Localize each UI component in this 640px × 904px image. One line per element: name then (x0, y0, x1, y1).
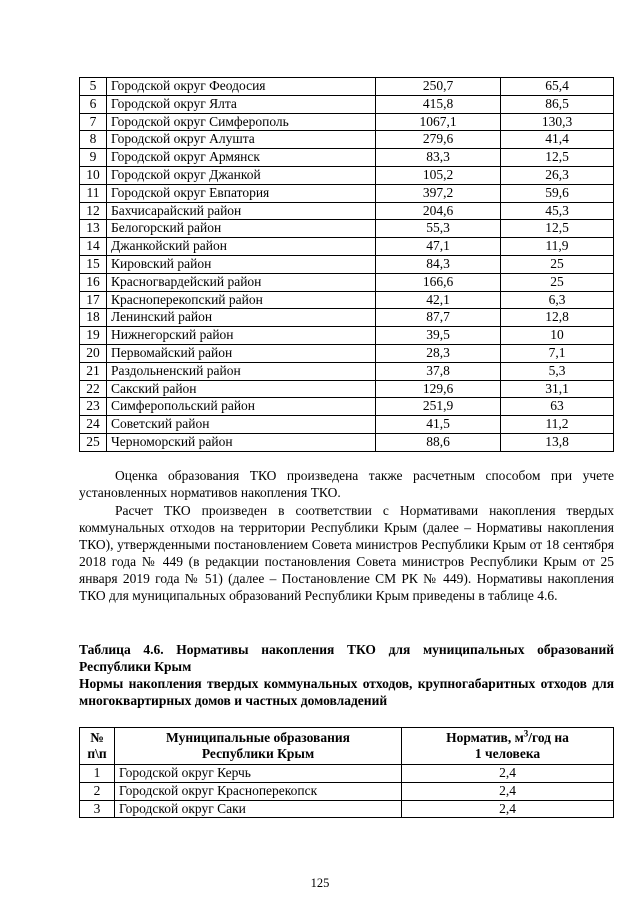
row-number: 18 (80, 309, 107, 327)
table-row (80, 416, 614, 434)
norm-value: 2,4 (402, 765, 614, 783)
value-col-4: 12,5 (501, 149, 614, 167)
table-row (80, 166, 614, 184)
municipality-name: Советский район (107, 416, 376, 434)
value-col-3: 105,2 (376, 166, 501, 184)
table-row (80, 291, 614, 309)
value-col-4: 25 (501, 273, 614, 291)
paragraph-calculation-basis: Расчет ТКО произведен в соответствии с Нормативами накопления твердых коммунальных отходов на территории Республики Крым (далее – Нормативы накопления ТКО), утвержденными постановлением Совета министров Республики Крым от 18 сентября 2018 года № 449 (в редакции постановления Совета министров Республики Крым от 25 января 2019 года № 51) (далее – Постановление СМ РК № 449). Нормативы накопления ТКО для муниципальных образований Республики Крым приведены в таблице 4.6. (79, 503, 614, 603)
value-col-3: 28,3 (376, 344, 501, 362)
row-number: 1 (80, 765, 115, 783)
value-col-4: 65,4 (501, 78, 614, 96)
table-row (80, 131, 614, 149)
value-col-4: 11,2 (501, 416, 614, 434)
row-number: 23 (80, 398, 107, 416)
row-number: 24 (80, 416, 107, 434)
table-row (80, 398, 614, 416)
value-col-3: 397,2 (376, 184, 501, 202)
table-row (80, 273, 614, 291)
municipality-name: Красногвардейский район (107, 273, 376, 291)
row-number: 10 (80, 166, 107, 184)
row-number: 2 (80, 782, 115, 800)
row-number: 15 (80, 255, 107, 273)
value-col-4: 63 (501, 398, 614, 416)
value-col-3: 41,5 (376, 416, 501, 434)
header-norm: Норматив, $м^3$/год на 1 человека (402, 728, 614, 765)
municipality-name: Городской округ Джанкой (107, 166, 376, 184)
municipality-name: Ленинский район (107, 309, 376, 327)
value-col-4: 25 (501, 255, 614, 273)
row-number: 6 (80, 95, 107, 113)
table-row (80, 95, 614, 113)
value-col-4: 41,4 (501, 131, 614, 149)
row-number: 7 (80, 113, 107, 131)
value-col-4: 86,5 (501, 95, 614, 113)
municipality-name: Джанкойский район (107, 238, 376, 256)
row-number: 12 (80, 202, 107, 220)
table-row (80, 78, 614, 96)
table-row (80, 184, 614, 202)
table-row (80, 309, 614, 327)
value-col-3: 47,1 (376, 238, 501, 256)
table-row (80, 238, 614, 256)
value-col-4: 11,9 (501, 238, 614, 256)
municipality-name: Нижнегорский район (107, 327, 376, 345)
accumulation-norms-table (79, 727, 614, 818)
table-subcaption: Нормы накопления твердых коммунальных отходов, крупногабаритных отходов для многоквартирных домов и частных домовладений (79, 676, 614, 708)
header-number: № п\п (80, 728, 115, 765)
value-col-4: 31,1 (501, 380, 614, 398)
value-col-3: 88,6 (376, 433, 501, 451)
norm-value: 2,4 (402, 782, 614, 800)
row-number: 17 (80, 291, 107, 309)
row-number: 22 (80, 380, 107, 398)
row-number: 3 (80, 800, 115, 818)
table-row (80, 149, 614, 167)
table-row (80, 220, 614, 238)
municipality-name: Раздольненский район (107, 362, 376, 380)
table-row (80, 255, 614, 273)
table-row (80, 113, 614, 131)
value-col-3: 55,3 (376, 220, 501, 238)
value-col-3: 84,3 (376, 255, 501, 273)
municipality-name: Сакский район (107, 380, 376, 398)
municipality-name: Симферопольский район (107, 398, 376, 416)
value-col-3: 415,8 (376, 95, 501, 113)
value-col-3: 129,6 (376, 380, 501, 398)
table-row (80, 800, 614, 818)
municipality-name: Городской округ Алушта (107, 131, 376, 149)
value-col-3: 250,7 (376, 78, 501, 96)
value-col-3: 251,9 (376, 398, 501, 416)
municipality-name: Городской округ Евпатория (107, 184, 376, 202)
value-col-4: 59,6 (501, 184, 614, 202)
table-row (80, 344, 614, 362)
municipality-name: Красноперекопский район (107, 291, 376, 309)
waste-volume-table (79, 77, 614, 452)
municipality-name: Городской округ Керчь (115, 765, 402, 783)
table-caption: Таблица 4.6. Нормативы накопления ТКО для муниципальных образований Республики Крым (79, 642, 614, 674)
value-col-4: 45,3 (501, 202, 614, 220)
table-row (80, 433, 614, 451)
row-number: 21 (80, 362, 107, 380)
value-col-3: 42,1 (376, 291, 501, 309)
municipality-name: Городской округ Ялта (107, 95, 376, 113)
value-col-3: 204,6 (376, 202, 501, 220)
value-col-3: 87,7 (376, 309, 501, 327)
row-number: 11 (80, 184, 107, 202)
municipality-name: Городской округ Армянск (107, 149, 376, 167)
municipality-name: Кировский район (107, 255, 376, 273)
municipality-name: Городской округ Саки (115, 800, 402, 818)
row-number: 14 (80, 238, 107, 256)
value-col-4: 130,3 (501, 113, 614, 131)
municipality-name: Первомайский район (107, 344, 376, 362)
value-col-3: 83,3 (376, 149, 501, 167)
row-number: 9 (80, 149, 107, 167)
value-col-4: 5,3 (501, 362, 614, 380)
value-col-4: 12,8 (501, 309, 614, 327)
table-row (80, 202, 614, 220)
municipality-name: Черноморский район (107, 433, 376, 451)
table-row (80, 362, 614, 380)
row-number: 13 (80, 220, 107, 238)
row-number: 16 (80, 273, 107, 291)
row-number: 8 (80, 131, 107, 149)
value-col-4: 6,3 (501, 291, 614, 309)
value-col-3: 166,6 (376, 273, 501, 291)
header-municipality: Муниципальные образования Республики Крым (115, 728, 402, 765)
row-number: 5 (80, 78, 107, 96)
value-col-3: 37,8 (376, 362, 501, 380)
table-row (80, 327, 614, 345)
value-col-4: 7,1 (501, 344, 614, 362)
table-row (80, 782, 614, 800)
value-col-3: 39,5 (376, 327, 501, 345)
paragraph-estimation-method: Оценка образования ТКО произведена также расчетным способом при учете установленных нормативов накопления ТКО. (79, 468, 614, 500)
value-col-3: 279,6 (376, 131, 501, 149)
row-number: 25 (80, 433, 107, 451)
municipality-name: Городской округ Феодосия (107, 78, 376, 96)
value-col-3: 1067,1 (376, 113, 501, 131)
municipality-name: Бахчисарайский район (107, 202, 376, 220)
value-col-4: 12,5 (501, 220, 614, 238)
municipality-name: Городской округ Красноперекопск (115, 782, 402, 800)
row-number: 19 (80, 327, 107, 345)
table-header-row (80, 728, 614, 765)
municipality-name: Городской округ Симферополь (107, 113, 376, 131)
table-row (80, 765, 614, 783)
municipality-name: Белогорский район (107, 220, 376, 238)
norm-value: 2,4 (402, 800, 614, 818)
page-number: 125 (310, 876, 330, 890)
value-col-4: 13,8 (501, 433, 614, 451)
table-row (80, 380, 614, 398)
row-number: 20 (80, 344, 107, 362)
value-col-4: 10 (501, 327, 614, 345)
value-col-4: 26,3 (501, 166, 614, 184)
